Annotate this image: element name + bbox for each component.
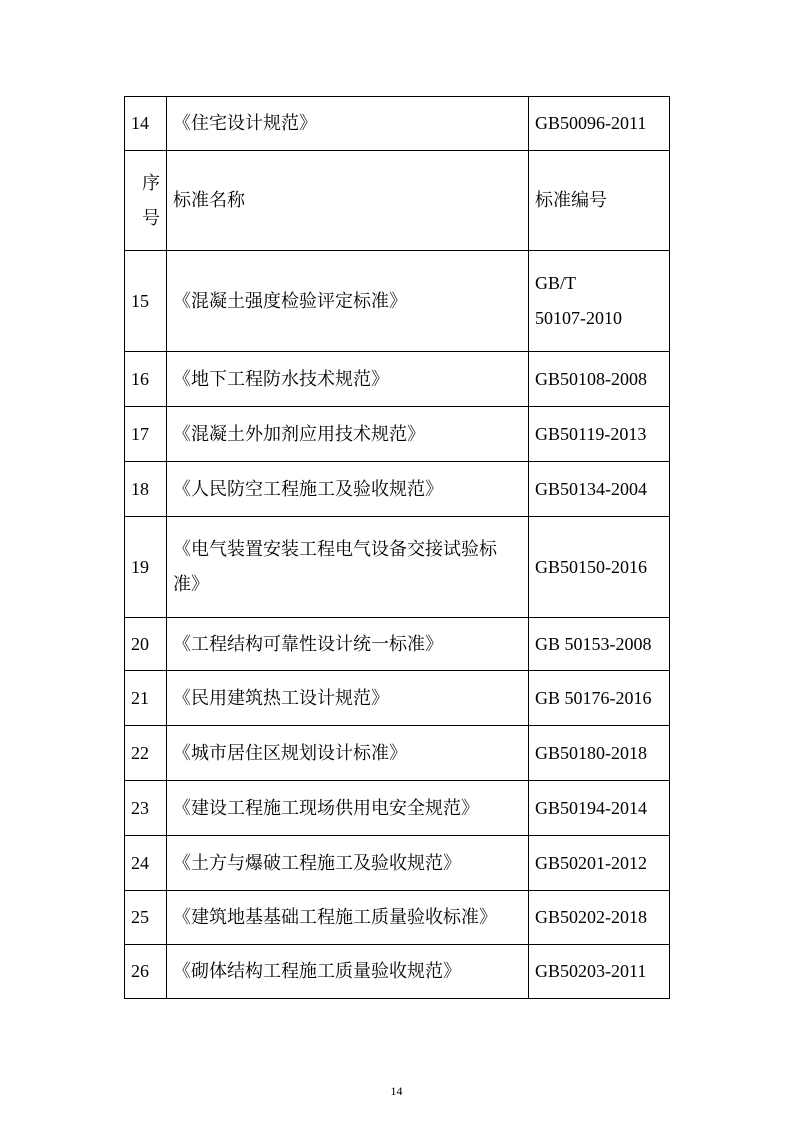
header-number-line1: 序 — [142, 172, 160, 193]
row-number: 23 — [125, 781, 167, 836]
standard-name: 《住宅设计规范》 — [167, 97, 529, 151]
row-number: 17 — [125, 407, 167, 462]
standard-name: 《土方与爆破工程施工及验收规范》 — [167, 836, 529, 891]
standard-code: GB50194-2014 — [529, 781, 670, 836]
standard-name-line1: 《电气装置安装工程电气设备交接试验标 — [173, 539, 497, 560]
row-number: 21 — [125, 671, 167, 726]
standard-code: GB50108-2008 — [529, 352, 670, 407]
row-number: 16 — [125, 352, 167, 407]
standard-code-line1: GB/T — [535, 273, 577, 293]
standards-table — [124, 96, 670, 999]
standard-name: 《民用建筑热工设计规范》 — [167, 671, 529, 726]
standard-code: GB50180-2018 — [529, 726, 670, 781]
row-number: 22 — [125, 726, 167, 781]
row-number: 25 — [125, 891, 167, 945]
table-row — [125, 407, 670, 462]
standard-name: 《工程结构可靠性设计统一标准》 — [167, 618, 529, 671]
table-row — [125, 618, 670, 671]
standard-code: GB50150-2016 — [529, 517, 670, 618]
table-row — [125, 671, 670, 726]
standard-name: 《砌体结构工程施工质量验收规范》 — [167, 945, 529, 999]
standard-name: 《混凝土外加剂应用技术规范》 — [167, 407, 529, 462]
table-header-row — [125, 151, 670, 251]
table-row — [125, 517, 670, 618]
standard-code-line2: 50107-2010 — [535, 308, 622, 328]
standard-name: 《混凝土强度检验评定标准》 — [167, 251, 529, 352]
standard-name: 《城市居住区规划设计标准》 — [167, 726, 529, 781]
header-code: 标准编号 — [529, 151, 670, 251]
standard-code: GB 50176-2016 — [529, 671, 670, 726]
row-number: 19 — [125, 517, 167, 618]
row-number: 14 — [125, 97, 167, 151]
table-row — [125, 352, 670, 407]
standard-name: 《建筑地基基础工程施工质量验收标准》 — [167, 891, 529, 945]
standard-name: 《地下工程防水技术规范》 — [167, 352, 529, 407]
standard-name-line2: 准》 — [173, 574, 209, 595]
table-row — [125, 251, 670, 352]
page-number: 14 — [390, 1084, 403, 1098]
standard-code — [529, 251, 670, 352]
header-number — [125, 151, 167, 251]
row-number: 26 — [125, 945, 167, 999]
header-name: 标准名称 — [167, 151, 529, 251]
header-number-line2: 号 — [142, 207, 160, 228]
standard-name — [167, 517, 529, 618]
standard-code: GB50203-2011 — [529, 945, 670, 999]
standard-code: GB50119-2013 — [529, 407, 670, 462]
standard-code: GB50096-2011 — [529, 97, 670, 151]
standard-code: GB50201-2012 — [529, 836, 670, 891]
standard-code: GB50202-2018 — [529, 891, 670, 945]
table-row — [125, 726, 670, 781]
table-row — [125, 945, 670, 999]
standard-code: GB 50153-2008 — [529, 618, 670, 671]
standard-name: 《人民防空工程施工及验收规范》 — [167, 462, 529, 517]
row-number: 18 — [125, 462, 167, 517]
table-row — [125, 462, 670, 517]
row-number: 15 — [125, 251, 167, 352]
standard-name: 《建设工程施工现场供用电安全规范》 — [167, 781, 529, 836]
row-number: 24 — [125, 836, 167, 891]
table-row — [125, 781, 670, 836]
table-row — [125, 836, 670, 891]
table-row — [125, 97, 670, 151]
table-row — [125, 891, 670, 945]
standard-code: GB50134-2004 — [529, 462, 670, 517]
row-number: 20 — [125, 618, 167, 671]
